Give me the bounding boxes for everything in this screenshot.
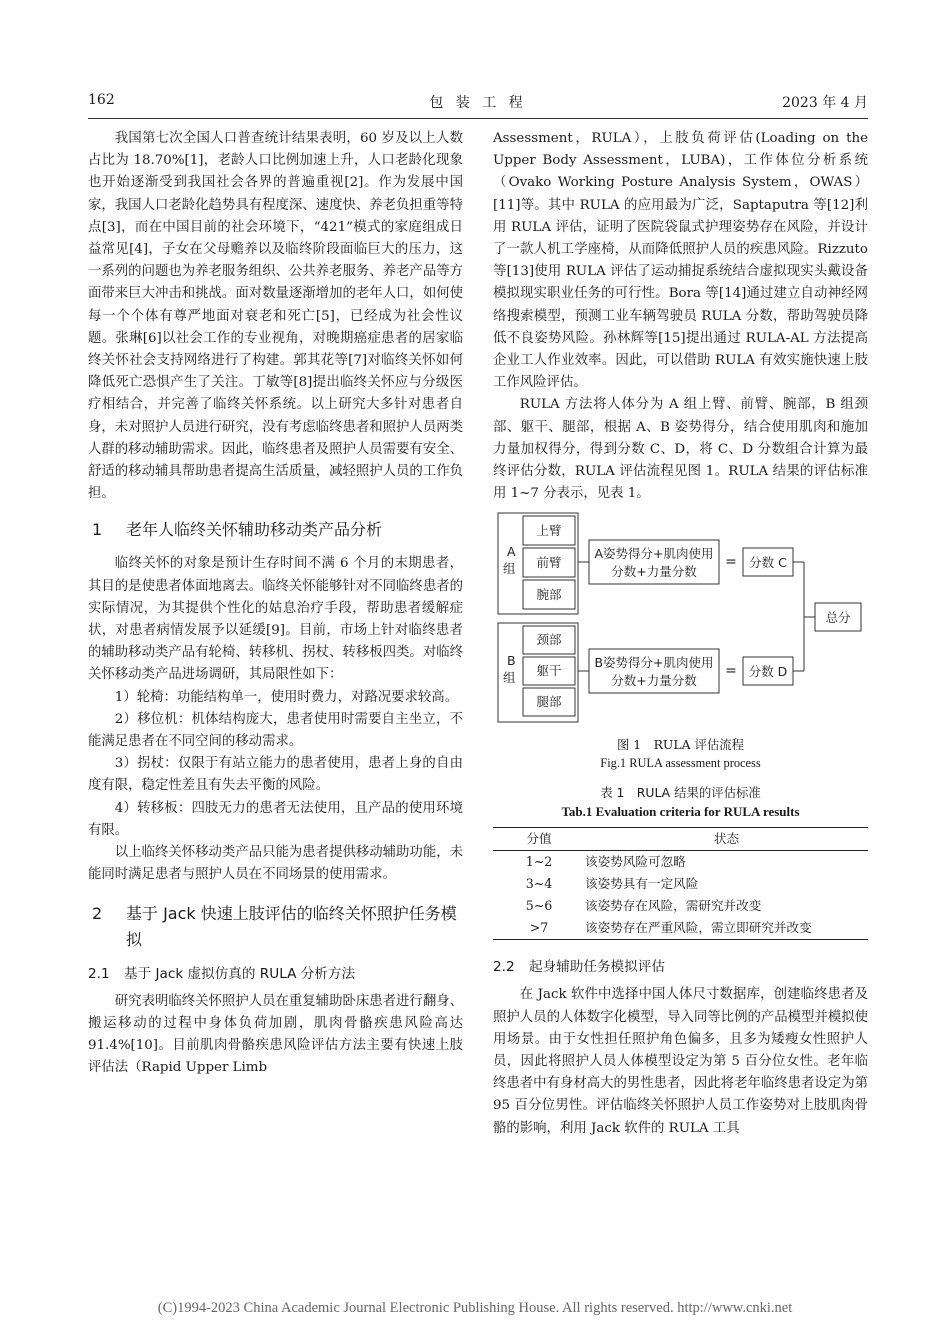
table-cell-score: 5~6 xyxy=(525,898,553,914)
sec1-list-item: 2）移位机：机体结构庞大，患者使用时需要自主坐立，不能满足患者在不同空间的移动需求。 xyxy=(88,711,463,750)
equals-sign-b: = xyxy=(725,663,737,680)
rula-method-paragraph: RULA 方法将人体分为 A 组上臂、前臂、腕部，B 组颈部、躯干、腿部，根据 A、B 姿势得分，结合使用肌肉和施加力量加权得分，得到分数 C、D，将 C、D 分数组合计算为最终评估分数，RULA 评估流程见图 1。RULA 结果的评估标准用 1~7 分表示，见表 1。 xyxy=(493,397,868,502)
neck-label: 颈部 xyxy=(536,632,562,648)
table-header-status: 状态 xyxy=(585,828,868,851)
rula-flow-diagram xyxy=(493,511,868,729)
figure-caption-cn: 图 1 RULA 评估流程 xyxy=(616,737,745,753)
section-2-title: 基于 Jack 快速上肢评估的临终关怀照护任务模拟 xyxy=(126,903,457,949)
sec1-list-item: 4）转移板：四肢无力的患者无法使用，且产品的使用环境有限。 xyxy=(88,800,463,838)
group-a-letter: A xyxy=(507,544,516,560)
continued-paragraph: Assessment，RULA），上肢负荷评估(Loading on the Upper Body Assessment，LUBA)，工作体位分析系统（Ovako Working Posture Analysis System，OWAS）[11]等。其中 RULA 的应用最为广泛，Saptaputra 等[12]利用 RULA 评估，证明了医院袋鼠式护理姿势存在风险，并设计了一款人机工学座椅，从而降低照护人员的疾患风险。Rizzuto 等[13]使用 RULA 评估了运动捕捉系统结合虚拟现实头戴设备模拟现实职业任务的可行性。Bora 等[14]通过建立自动神经网络搜索模型，预测工业车辆驾驶员 RULA 分数，帮助驾驶员降低不良姿势风险。孙林辉等[15]提出通过 RULA-AL 方法提高企业工人作业效率。因此，可以借助 RULA 有效实施快速上肢工作风险评估。 xyxy=(493,131,868,391)
formula-a-line2: 分数+力量分数 xyxy=(611,564,697,580)
rula-flow-figure xyxy=(493,511,868,729)
table-cell-status: 该姿势具有一定风险 xyxy=(585,876,699,892)
table-row xyxy=(493,873,868,895)
table-cell-score: 3~4 xyxy=(525,876,553,892)
table-cell-status: 该姿势存在风险，需研究并改变 xyxy=(585,898,762,914)
table-row xyxy=(493,917,868,940)
right-column xyxy=(493,128,868,1140)
table-cell-status: 该姿势风险可忽略 xyxy=(585,854,686,870)
table-cell-score: >7 xyxy=(493,917,585,940)
subsection-2-2-title: 起身辅助任务模拟评估 xyxy=(529,959,665,976)
table-header-score: 分值 xyxy=(493,828,585,851)
figure-caption-en: Fig.1 RULA assessment process xyxy=(600,756,761,771)
total-label: 总分 xyxy=(825,610,851,626)
table-caption-en: Tab.1 Evaluation criteria for RULA results xyxy=(561,804,800,820)
section-2-heading xyxy=(88,901,463,953)
score-d-label: 分数 D xyxy=(748,664,788,680)
table-caption-cn: 表 1 RULA 结果的评估标准 xyxy=(600,785,761,801)
subsection-2-2-heading xyxy=(493,956,868,978)
formula-b-line2: 分数+力量分数 xyxy=(611,673,697,689)
sub22-paragraph: 在 Jack 软件中选择中国人体尺寸数据库，创建临终患者及照护人员的人体数字化模型，导入同等比例的产品模型并模拟使用场景。由于女性担任照护角色偏多，且多为矮瘦女性照护人员，因此将照护人员人体模型设定为第 5 百分位女性。老年临终患者中有身材高大的男性患者，因此将老年临终患者设定为第 95 百分位男性。评估临终关怀照护人员工作姿势对上肢肌肉骨骼的影响，利用 Jack 软件的 RULA 工具 xyxy=(493,987,868,1136)
sec1-paragraph: 以上临终关怀移动类产品只能为患者提供移动辅助功能，未能同时满足患者与照护人员在不同场景的使用需求。 xyxy=(88,845,463,883)
group-b-letter: B xyxy=(507,653,516,669)
table-cell-score: 1~2 xyxy=(525,854,553,870)
sec1-list-item: 1）轮椅：功能结构单一，使用时费力，对路况要求较高。 xyxy=(114,689,459,705)
formula-b-line1: B姿势得分+肌肉使用 xyxy=(594,655,714,671)
section-2-number: 2 xyxy=(92,903,103,923)
section-1-number: 1 xyxy=(92,520,103,540)
legs-label: 腿部 xyxy=(536,694,562,710)
forearm-label: 前臂 xyxy=(536,555,562,571)
wrist-label: 腕部 xyxy=(536,587,562,603)
sec1-list-item: 3）拐杖：仅限于有站立能力的患者使用，患者上身的自由度有限，稳定性差且有失去平衡的风险。 xyxy=(88,756,463,794)
subsection-2-1-heading xyxy=(88,963,463,985)
subsection-2-2-number: 2.2 xyxy=(493,959,515,976)
formula-a-line1: A姿势得分+肌肉使用 xyxy=(594,546,714,562)
journal-name: 包 装 工 程 xyxy=(429,95,527,111)
upper-arm-label: 上臂 xyxy=(536,523,562,539)
table-row xyxy=(493,851,868,874)
table-cell-status: 该姿势存在严重风险，需立即研究并改变 xyxy=(585,917,868,940)
section-1-title: 老年人临终关怀辅助移动类产品分析 xyxy=(126,520,383,540)
issue-date: 2023 年 4 月 xyxy=(782,95,868,111)
left-column xyxy=(88,128,463,1079)
rula-criteria-table xyxy=(493,827,868,940)
group-a-char: 组 xyxy=(503,561,516,577)
group-b-char: 组 xyxy=(503,670,516,686)
section-1-heading xyxy=(88,517,463,543)
running-header xyxy=(88,92,868,114)
page-number: 162 xyxy=(88,92,115,108)
score-c-label: 分数 C xyxy=(749,555,787,571)
copyright-footer: (C)1994-2023 China Academic Journal Electronic Publishing House. All rights reserved. http://www.cnki.net xyxy=(157,1300,793,1316)
sub21-paragraph: 研究表明临终关怀照护人员在重复辅助卧床患者进行翻身、搬运移动的过程中身体负荷加剧，肌肉骨骼疾患风险高达 91.4%[10]。目前肌肉骨骼疾患风险评估方法主要有快速上肢评估法（Rapid Upper Limb xyxy=(88,993,463,1076)
subsection-2-1-title: 基于 Jack 虚拟仿真的 RULA 分析方法 xyxy=(124,965,356,982)
sec1-paragraph: 临终关怀的对象是预计生存时间不满 6 个月的末期患者，其目的是使患者体面地离去。临终关怀能够针对不同临终患者的实际情况，为其提供个性化的姑息治疗手段，帮助患者缓解症状，对患者病情发展予以延缓[9]。目前，市场上针对临终患者的辅助移动类产品有轮椅、转移机、拐杖、转移板四类。对临终关怀移动类产品进场调研，其局限性如下： xyxy=(88,556,463,683)
intro-paragraph: 我国第七次全国人口普查统计结果表明，60 岁及以上人数占比为 18.70%[1]，老龄人口比例加速上升，人口老龄化现象也开始逐渐受到我国社会各界的普遍重视[2]。作为发展中国家，我国人口老龄化趋势具有程度深、速度快、养老负担重等特点[3]，而在中国目前的社会环境下，“421”模式的家庭组成日益常见[4]，子女在父母赡养以及临终阶段面临巨大的压力，这一系列的问题也为养老服务组织、公共养老服务、养老产品等方面带来巨大冲击和挑战。面对数量逐渐增加的老年人口，如何使每一个个体有尊严地面对衰老和死亡[5]，已经成为社会性议题。张琳[6]以社会工作的专业视角，对晚期癌症患者的居家临终关怀社会支持网络进行了构建。郭其花等[7]对临终关怀如何降低死亡恐惧产生了关注。丁敏等[8]提出临终关怀应与分级医疗相结合，并完善了临终关怀系统。以上研究大多针对患者自身，未对照护人员进行研究，没有考虑临终患者和照护人员两类人群的移动辅助需求。因此，临终患者及照护人员需要有安全、舒适的移动辅具帮助患者提高生活质量，减轻照护人员的工作负担。 xyxy=(88,131,463,502)
header-rule xyxy=(88,118,868,119)
trunk-label: 躯干 xyxy=(536,663,562,679)
table-row xyxy=(493,895,868,917)
subsection-2-1-number: 2.1 xyxy=(88,965,110,982)
equals-sign-a: = xyxy=(725,554,737,571)
